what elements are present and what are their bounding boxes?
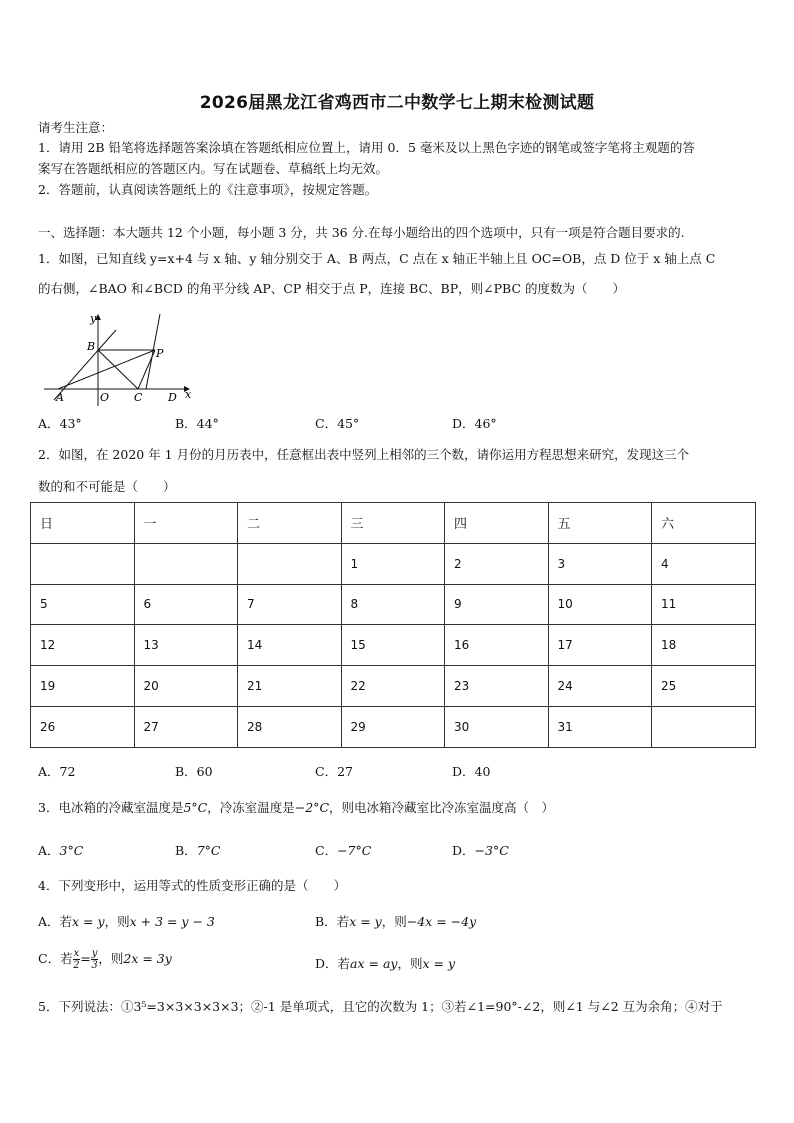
calendar-cell xyxy=(31,543,135,584)
question-1-option-d: D．46° xyxy=(452,416,497,431)
figure-label-d: D xyxy=(168,391,177,404)
calendar-cell: 1 xyxy=(341,543,445,584)
calendar-header-sun: 日 xyxy=(31,503,135,544)
fraction-numerator: y xyxy=(91,948,98,959)
calendar-cell: 11 xyxy=(652,584,756,625)
calendar-cell: 9 xyxy=(445,584,549,625)
option-mid: ，则 xyxy=(397,956,423,971)
option-value: −7°C xyxy=(337,843,372,858)
notice-line-1: 1．请用 2B 铅笔将选择题答案涂填在答题纸相应位置上，请用 0．5 毫米及以上黑色字迹的钢笔或签字笔将主观题的答 xyxy=(38,140,695,155)
question-4-option-d xyxy=(315,956,455,972)
calendar-cell: 23 xyxy=(445,666,549,707)
calendar-cell: 10 xyxy=(548,584,652,625)
figure-label-x: x xyxy=(185,388,192,401)
calendar-cell: 27 xyxy=(134,706,238,747)
question-3-option-a xyxy=(38,843,83,859)
calendar-cell: 12 xyxy=(31,625,135,666)
question-3-text-b: ，冷冻室温度是 xyxy=(207,800,295,815)
question-4-stem: 4．下列变形中，运用等式的性质变形正确的是（ ） xyxy=(38,878,346,893)
calendar-header-row xyxy=(31,503,756,544)
calendar-header-tue: 二 xyxy=(238,503,342,544)
question-4-option-c xyxy=(38,948,172,971)
calendar-header-fri: 五 xyxy=(548,503,652,544)
question-2-option-b: B．60 xyxy=(175,764,213,779)
question-3-option-c xyxy=(315,843,371,859)
calendar-cell: 19 xyxy=(31,666,135,707)
section-heading: 一、选择题：本大题共 12 个小题，每小题 3 分，共 36 分.在每小题给出的四个选项中，只有一项是符合题目要求的. xyxy=(38,225,685,240)
question-2-line-2: 数的和不可能是（ ） xyxy=(38,479,176,494)
question-5-line-1: 5．下列说法：①3⁵=3×3×3×3×3；②-1 是单项式，且它的次数为 1；③若∠1=90°-∠2，则∠1 与∠2 互为余角；④对于 xyxy=(38,999,723,1014)
calendar-cell: 3 xyxy=(548,543,652,584)
calendar-cell: 18 xyxy=(652,625,756,666)
calendar-row xyxy=(31,543,756,584)
option-label: A． xyxy=(38,843,60,858)
question-2-option-a: A．72 xyxy=(38,764,76,779)
figure-label-b: B xyxy=(87,340,96,353)
fraction-numerator: x xyxy=(73,948,80,959)
calendar-cell: 6 xyxy=(134,584,238,625)
notice-heading: 请考生注意： xyxy=(38,120,114,135)
question-2-option-d: D．40 xyxy=(452,764,491,779)
option-value: 3°C xyxy=(59,843,84,858)
calendar-header-thu: 四 xyxy=(445,503,549,544)
fraction-denominator: 3 xyxy=(91,960,98,971)
option-result: −4x = −4y xyxy=(406,914,477,929)
option-label: D．若 xyxy=(315,956,351,971)
question-3-option-d xyxy=(452,843,509,859)
figure-label-a: A xyxy=(56,391,64,404)
calendar-cell: 28 xyxy=(238,706,342,747)
calendar-header-mon: 一 xyxy=(134,503,238,544)
question-1-option-a: A．43° xyxy=(38,416,82,431)
calendar-row xyxy=(31,625,756,666)
notice-line-3: 2．答题前，认真阅读答题纸上的《注意事项》，按规定答题。 xyxy=(38,182,378,197)
option-label: C．若 xyxy=(38,951,73,966)
option-value: −3°C xyxy=(474,843,509,858)
calendar-cell: 17 xyxy=(548,625,652,666)
option-condition: x = y xyxy=(349,914,382,929)
calendar-cell xyxy=(652,706,756,747)
question-2-line-1: 2．如图，在 2020 年 1 月份的月历表中，任意框出表中竖列上相邻的三个数，请你运用方程思想来研究，发现这三个 xyxy=(38,447,690,462)
option-mid: ，则 xyxy=(104,914,130,929)
calendar-cell: 26 xyxy=(31,706,135,747)
question-1-line-1: 1．如图，已知直线 y=x+4 与 x 轴、y 轴分别交于 A、B 两点，C 点在 x 轴正半轴上且 OC=OB，点 D 位于 x 轴上点 C xyxy=(38,251,716,266)
calendar-header-wed: 三 xyxy=(341,503,445,544)
question-3-stem xyxy=(38,800,554,816)
question-1-figure xyxy=(38,310,198,410)
calendar-cell: 14 xyxy=(238,625,342,666)
question-3-option-b xyxy=(175,843,220,859)
calendar-cell: 22 xyxy=(341,666,445,707)
option-result: x + 3 = y − 3 xyxy=(129,914,215,929)
calendar-cell: 25 xyxy=(652,666,756,707)
calendar-cell: 30 xyxy=(445,706,549,747)
calendar-cell: 24 xyxy=(548,666,652,707)
question-4-option-b xyxy=(315,914,476,930)
notice-line-2: 案写在答题纸相应的答题区内。写在试题卷、草稿纸上均无效。 xyxy=(38,161,389,176)
question-2-option-c: C．27 xyxy=(315,764,353,779)
calendar-cell: 2 xyxy=(445,543,549,584)
question-3-text-c: ，则电冰箱冷藏室比冷冻室温度高（ ） xyxy=(329,800,555,815)
calendar-row xyxy=(31,666,756,707)
calendar-cell: 13 xyxy=(134,625,238,666)
fraction-denominator: 2 xyxy=(73,960,80,971)
option-label: B． xyxy=(175,843,197,858)
option-result: x = y xyxy=(422,956,456,971)
calendar-cell: 7 xyxy=(238,584,342,625)
calendar-table xyxy=(30,502,756,748)
figure-label-o: O xyxy=(100,391,110,404)
calendar-cell: 31 xyxy=(548,706,652,747)
option-condition: x = y xyxy=(72,914,105,929)
calendar-cell: 20 xyxy=(134,666,238,707)
calendar-header-sat: 六 xyxy=(652,503,756,544)
option-result: 2x = 3y xyxy=(123,951,172,966)
option-value: 7°C xyxy=(196,843,221,858)
option-condition: ax = ay xyxy=(350,956,398,971)
question-3-temp-1: 5°C xyxy=(183,800,208,815)
calendar-cell: 21 xyxy=(238,666,342,707)
question-3-temp-2: −2°C xyxy=(294,800,330,815)
calendar-row xyxy=(31,584,756,625)
calendar-row xyxy=(31,706,756,747)
option-label: C． xyxy=(315,843,338,858)
option-label: B．若 xyxy=(315,914,350,929)
figure-label-p: P xyxy=(156,347,164,360)
figure-label-y: y xyxy=(90,312,97,325)
question-1-option-b: B．44° xyxy=(175,416,219,431)
calendar-cell: 5 xyxy=(31,584,135,625)
calendar-cell: 15 xyxy=(341,625,445,666)
equals-sign: = xyxy=(80,951,91,966)
option-label: A．若 xyxy=(38,914,73,929)
option-mid: ，则 xyxy=(381,914,407,929)
calendar-cell: 16 xyxy=(445,625,549,666)
calendar-cell: 4 xyxy=(652,543,756,584)
calendar-cell xyxy=(238,543,342,584)
option-mid: ，则 xyxy=(98,951,124,966)
question-1-option-c: C．45° xyxy=(315,416,360,431)
calendar-cell: 29 xyxy=(341,706,445,747)
option-label: D． xyxy=(452,843,475,858)
calendar-cell xyxy=(134,543,238,584)
question-4-option-a xyxy=(38,914,215,930)
question-3-text-a: 3．电冰箱的冷藏室温度是 xyxy=(38,800,184,815)
figure-label-c: C xyxy=(134,391,143,404)
question-1-line-2: 的右侧，∠BAO 和∠BCD 的角平分线 AP、CP 相交于点 P，连接 BC、BP，则∠PBC 的度数为（ ） xyxy=(38,281,625,296)
calendar-cell: 8 xyxy=(341,584,445,625)
page-title: 2026届黑龙江省鸡西市二中数学七上期末检测试题 xyxy=(199,93,595,113)
